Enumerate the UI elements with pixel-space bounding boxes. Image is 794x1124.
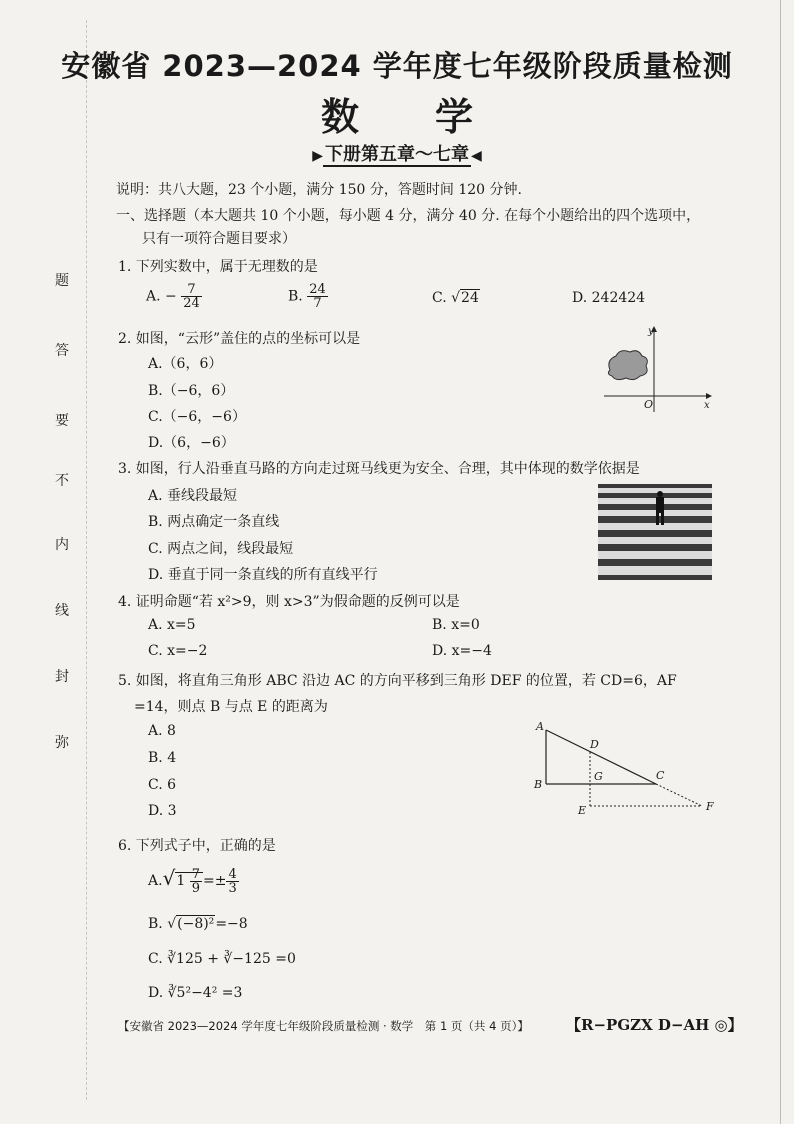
seal-line-text bbox=[52, 270, 72, 750]
option-label: A. bbox=[148, 873, 163, 889]
point-label-c: C bbox=[656, 769, 665, 782]
sqrt-symbol: √ bbox=[162, 866, 176, 890]
radicand: 24 bbox=[461, 290, 479, 306]
fraction bbox=[181, 283, 202, 310]
q3-option-b: B. 两点确定一条直线 bbox=[148, 514, 280, 530]
numerator: 7 bbox=[181, 283, 202, 297]
triangle-left-icon: ◀ bbox=[471, 148, 482, 164]
q4-option-b: B. x=0 bbox=[432, 617, 480, 633]
q2-option-b: B.（−6，6） bbox=[148, 383, 235, 399]
fraction bbox=[190, 868, 202, 895]
q3-stem: 3. 如图，行人沿垂直马路的方向走过斑马线更为安全、合理，其中体现的数学依据是 bbox=[118, 461, 640, 477]
q5-option-a: A. 8 bbox=[148, 723, 176, 739]
seal-char: 不 bbox=[55, 473, 69, 489]
seal-char: 要 bbox=[55, 413, 69, 429]
q3-option-a: A. 垂线段最短 bbox=[148, 488, 238, 504]
q5-option-c: C. 6 bbox=[148, 777, 177, 793]
q1-option-d: D. 242424 bbox=[572, 290, 646, 306]
q5-stem-line2: =14，则点 B 与点 E 的距离为 bbox=[134, 699, 328, 715]
binding-dashed-line bbox=[86, 20, 87, 1100]
q2-option-c: C.（−6，−6） bbox=[148, 409, 246, 425]
point-label-d: D bbox=[590, 738, 599, 751]
point-label-a: A bbox=[536, 720, 544, 733]
q6-stem: 6. 下列式子中，正确的是 bbox=[118, 838, 276, 854]
q6-option-d: D. ∛5²−4² =3 bbox=[148, 985, 243, 1001]
radicand: (−8)² bbox=[177, 916, 215, 932]
option-label: B. bbox=[288, 288, 303, 305]
q6-option-c: C. ∛125 + ∛−125 =0 bbox=[148, 951, 296, 967]
exam-title: 安徽省 2023—2024 学年度七年级阶段质量检测 bbox=[61, 49, 733, 83]
q1-option-b bbox=[288, 283, 328, 310]
page-edge bbox=[780, 0, 781, 1124]
sqrt-symbol: √ bbox=[451, 290, 461, 306]
y-axis-label: y bbox=[648, 326, 654, 337]
page-footer: 【安徽省 2023—2024 学年度七年级阶段质量检测 · 数学 第 1 页（共 4 页）】 bbox=[118, 1019, 529, 1033]
q1-stem: 1. 下列实数中，属于无理数的是 bbox=[118, 259, 318, 275]
q3-option-d: D. 垂直于同一条直线的所有直线平行 bbox=[148, 567, 378, 583]
denominator: 7 bbox=[313, 296, 322, 311]
q1-option-a bbox=[146, 283, 202, 310]
radicand bbox=[175, 866, 203, 896]
denominator: 3 bbox=[228, 880, 237, 896]
option-label: B. bbox=[148, 916, 168, 932]
zebra-crossing-photo bbox=[598, 484, 712, 580]
q4-stem: 4. 证明命题“若 x²>9，则 x>3”为假命题的反例可以是 bbox=[118, 594, 460, 610]
section1-heading: 一、选择题（本大题共 10 个小题，每小题 4 分，满分 40 分. 在每个小题给出的四个选项中， bbox=[116, 208, 701, 224]
q1-option-c bbox=[432, 290, 480, 306]
instructions: 说明：共八大题，23 个小题，满分 150 分，答题时间 120 分钟. bbox=[116, 182, 522, 198]
q4-option-a: A. x=5 bbox=[148, 617, 196, 633]
seal-char: 封 bbox=[55, 669, 69, 685]
numerator: 24 bbox=[309, 282, 326, 297]
sqrt-symbol: √ bbox=[167, 916, 177, 932]
seal-char: 弥 bbox=[55, 735, 69, 751]
point-label-e: E bbox=[578, 804, 587, 817]
cloud-shape bbox=[608, 351, 647, 380]
seal-char: 内 bbox=[55, 537, 69, 553]
point-label-b: B bbox=[534, 778, 543, 791]
option-label: A. − bbox=[146, 288, 177, 305]
scope-text: 下册第五章～七章 bbox=[325, 144, 469, 165]
x-axis-label: x bbox=[704, 400, 710, 411]
equals-sign: =± bbox=[202, 873, 227, 889]
numerator: 4 bbox=[228, 866, 237, 882]
integer-part: 1 bbox=[176, 873, 186, 889]
seal-char: 题 bbox=[55, 273, 69, 289]
triangle-right-icon: ▶ bbox=[312, 148, 323, 164]
numerator: 7 bbox=[191, 866, 200, 882]
denominator: 24 bbox=[183, 296, 200, 311]
q5-option-d: D. 3 bbox=[148, 803, 177, 819]
q5-option-b: B. 4 bbox=[148, 750, 177, 766]
section1-heading-cont: 只有一项符合题目要求） bbox=[142, 231, 296, 247]
q4-option-c: C. x=−2 bbox=[148, 643, 208, 659]
seal-char: 线 bbox=[55, 603, 69, 619]
origin-label: O bbox=[644, 398, 654, 411]
q2-option-a: A.（6，6） bbox=[148, 356, 223, 372]
seal-char: 答 bbox=[55, 343, 69, 359]
paper-code: 【R−PGZX D−AH ◎】 bbox=[566, 1016, 743, 1034]
subject-title: 数 学 bbox=[320, 95, 473, 139]
q4-option-d: D. x=−4 bbox=[432, 643, 492, 659]
q3-option-c: C. 两点之间，线段最短 bbox=[148, 541, 294, 557]
denominator: 9 bbox=[191, 880, 200, 896]
q2-coordinate-figure bbox=[600, 322, 720, 414]
fraction bbox=[307, 283, 328, 310]
point-label-g: G bbox=[594, 770, 603, 783]
option-label: C. bbox=[432, 290, 452, 306]
q6-option-a bbox=[148, 866, 239, 895]
point-label-f: F bbox=[706, 800, 714, 813]
q5-triangle-figure bbox=[530, 718, 722, 818]
fraction bbox=[226, 868, 238, 895]
scope-banner bbox=[0, 140, 794, 166]
equals-result: =−8 bbox=[215, 916, 248, 932]
q2-option-d: D.（6，−6） bbox=[148, 435, 235, 451]
q6-option-b bbox=[148, 916, 248, 932]
q5-stem-line1: 5. 如图，将直角三角形 ABC 沿边 AC 的方向平移到三角形 DEF 的位置，若 CD=6，AF bbox=[118, 673, 677, 689]
q2-stem: 2. 如图，“云形”盖住的点的坐标可以是 bbox=[118, 331, 361, 347]
